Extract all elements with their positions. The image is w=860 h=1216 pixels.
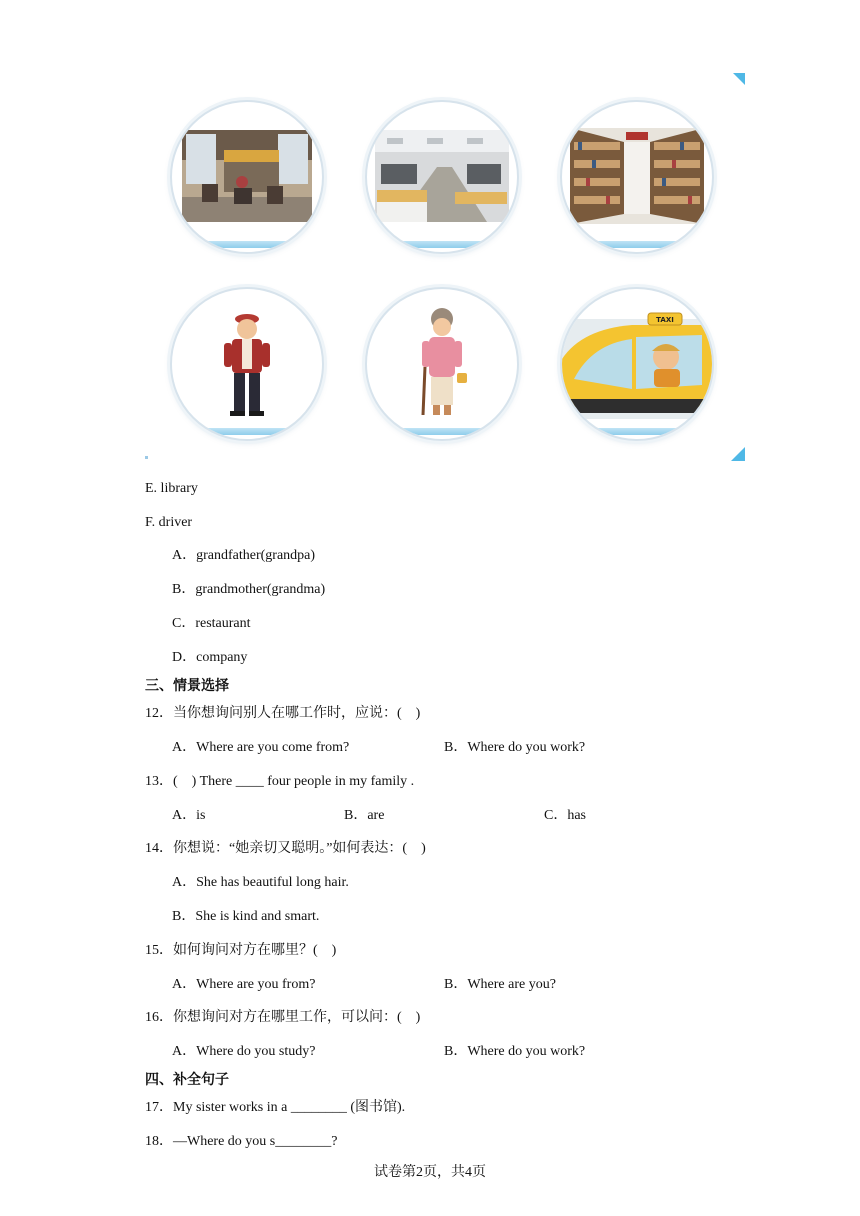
corner-decoration-top-right [733,73,745,85]
question-15-option-b: B．Where are you? [444,977,556,992]
page-footer: 试卷第2页，共4页 [374,1165,486,1180]
office-picture [365,100,519,254]
question-14: 14．你想说：“她亲切又聪明。”如何表达：( ) [145,841,426,856]
choice-c: C．restaurant [172,616,251,631]
taxi-driver-illustration-icon [562,289,712,439]
question-13-option-c: C．has [544,808,586,823]
taxi-driver-picture [560,287,714,441]
section4-title: 四、补全句子 [145,1072,229,1088]
corner-decoration-bottom-left [145,456,148,459]
picture-panel [145,73,745,461]
question-15: 15．如何询问对方在哪里？( ) [145,943,337,958]
grandfather-picture [170,287,324,441]
question-12-option-b: B．Where do you work? [444,740,586,755]
question-17: 17．My sister works in a ________ (图书馆). [145,1100,406,1115]
question-14-option-a: A．She has beautiful long hair. [172,875,349,890]
corner-decoration-bottom-right [731,447,745,461]
restaurant-photo-icon [172,102,322,252]
question-18: 18．—Where do you s________? [145,1134,338,1149]
question-14-option-b: B．She is kind and smart. [172,909,320,924]
choice-b: B．grandmother(grandma) [172,582,326,597]
question-12-option-a: A．Where are you come from? [172,740,350,755]
choice-a: A．grandfather(grandpa) [172,548,316,563]
library-picture [560,100,714,254]
old-man-illustration-icon [172,289,322,439]
label-e: E. library [145,481,198,496]
grandmother-picture [365,287,519,441]
old-woman-illustration-icon [367,289,517,439]
question-12: 12．当你想询问别人在哪工作时，应说：( ) [145,706,421,721]
section3-title: 三、情景选择 [145,678,229,694]
question-15-option-a: A．Where are you from? [172,977,316,992]
question-16: 16．你想询问对方在哪里工作，可以问：( ) [145,1010,421,1025]
question-13-option-a: A．is [172,808,206,823]
question-16-option-b: B．Where do you work? [444,1044,586,1059]
question-16-option-a: A．Where do you study? [172,1044,316,1059]
question-13: 13．( ) There ____ four people in my family . [145,774,415,789]
question-13-option-b: B．are [344,808,385,823]
label-f: F. driver [145,515,193,530]
library-photo-icon [562,102,712,252]
restaurant-picture [170,100,324,254]
choice-d: D．company [172,650,248,665]
taxi-sign: TAXI [656,316,674,324]
office-photo-icon [367,102,517,252]
